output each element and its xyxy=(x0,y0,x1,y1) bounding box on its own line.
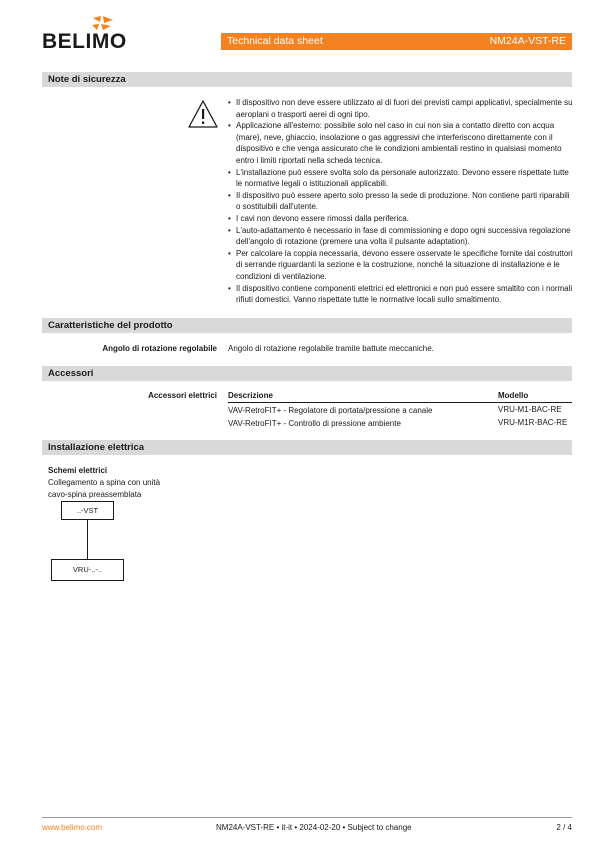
safety-item: • Il dispositivo non deve essere utilizzato al di fuori dei previsti campi applicativi, specialmente su aeroplani o trasporti aerei di ogni tipo. xyxy=(228,97,574,120)
footer-divider xyxy=(42,817,572,818)
feature-label: Angolo di rotazione regolabile xyxy=(102,344,217,353)
accessory-description: VAV-RetroFIT+ - Regolatore di portata/pressione a canale xyxy=(228,406,433,415)
accessory-description: VAV-RetroFIT+ - Controllo di pressione ambiente xyxy=(228,419,401,429)
accessories-label: Accessori elettrici xyxy=(148,391,217,400)
table-header-row xyxy=(228,391,572,403)
safety-item: • Il dispositivo può essere aperto solo presso la sede di produzione. Non contiene parti riparabili o sostituibili dall'utente. xyxy=(228,190,574,213)
footer-page-number: 2 / 4 xyxy=(556,823,572,832)
table-row xyxy=(228,416,572,429)
safety-item: • Il dispositivo contiene componenti elettrici ed elettronici e non può essere smaltito con i normali rifiuti domestici. Vanno rispettate tutte le normative locali sullo smaltimento. xyxy=(228,283,574,306)
diagram-connection-line xyxy=(87,519,88,559)
diagram-description: Collegamento a spina con unità cavo-spina preassemblata xyxy=(48,478,161,499)
feature-value: Angolo di rotazione regolabile tramite battute meccaniche. xyxy=(228,344,434,353)
diagram-box-actuator: ..-VST xyxy=(61,501,114,520)
section-accessories xyxy=(42,366,572,381)
table-row xyxy=(228,403,572,417)
section-title: Note di sicurezza xyxy=(48,74,126,85)
section-electrical xyxy=(42,440,572,455)
safety-item: • I cavi non devono essere rimossi dalla periferica. xyxy=(228,213,574,225)
header-bar xyxy=(221,33,572,50)
column-header-model: Modello xyxy=(498,391,572,403)
safety-item: • Per calcolare la coppia necessaria, devono essere osservate le specifiche fornite dai costruttori di serrande riguardanti la sezione e la costruzione, nonché la situazione di installazione e le condizioni di ventilazione. xyxy=(228,248,574,283)
section-features xyxy=(42,318,572,333)
footer-website-link[interactable]: www.belimo.com xyxy=(42,823,103,832)
diagram-title: Schemi elettrici xyxy=(48,466,108,475)
doc-title: Technical data sheet xyxy=(227,35,323,47)
safety-item: • L'auto-adattamento è necessario in fase di commissioning e dopo ogni successiva regolazione dell'angolo di rotazione (premere una volta il pulsante adaptation). xyxy=(228,225,574,248)
brand-logo: BELIMO xyxy=(42,30,127,53)
warning-icon xyxy=(187,99,219,129)
section-title: Caratteristiche del prodotto xyxy=(48,320,173,331)
belimo-logo-mark xyxy=(89,14,117,36)
accessory-model: VRU-M1-BAC-RE xyxy=(498,405,562,414)
accessories-table xyxy=(228,391,572,430)
section-title: Accessori xyxy=(48,368,94,379)
footer-doc-info: NM24A-VST-RE • it-it • 2024-02-20 • Subject to change xyxy=(216,823,412,832)
section-title: Installazione elettrica xyxy=(48,442,145,453)
doc-model: NM24A-VST-RE xyxy=(489,35,566,47)
safety-item: • Applicazione all'esterno: possibile solo nel caso in cui non sia a contatto diretto con acqua (mare), neve, ghiaccio, insolazione o gas aggressivi che interferiscono direttamente con il dispositivo e che venga assicurato che le condizioni ambientali restino in qualsiasi momento entro i limiti riportati nella scheda tecnica. xyxy=(228,120,574,166)
accessory-model: VRU-M1R-BAC-RE xyxy=(498,418,568,428)
column-header-description: Descrizione xyxy=(228,391,498,403)
safety-item: • L'installazione può essere svolta solo da personale autorizzato. Devono essere rispettate tutte le normative legali o istituzionali applicabili. xyxy=(228,167,574,190)
section-safety xyxy=(42,72,572,87)
diagram-box-controller: VRU-..-.. xyxy=(51,559,124,581)
safety-list xyxy=(228,97,574,306)
